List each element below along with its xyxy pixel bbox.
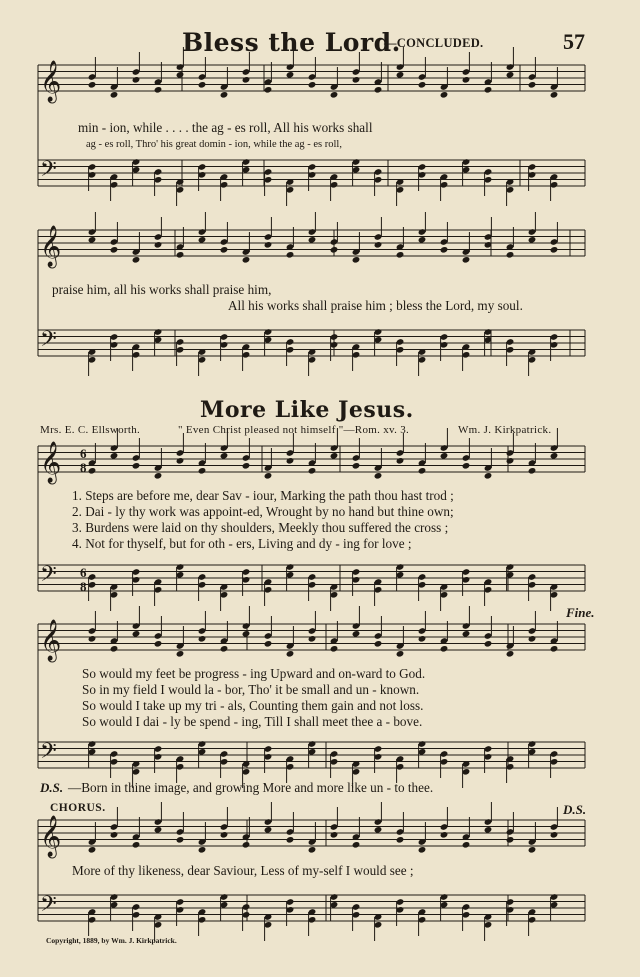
copyright: Copyright, 1889, by Wm. J. Kirkpatrick.	[46, 936, 177, 945]
verse-3a: 3. Burdens were laid on thy shoulders, Meekly thou suffered the cross ;	[72, 520, 449, 535]
ds-lyric-line: —Born in thine image, and growing More and more like un - to thee.	[68, 780, 434, 795]
notehead	[154, 241, 163, 249]
notehead	[528, 846, 537, 854]
notehead	[506, 457, 515, 465]
hymn2-title: More Like Jesus.	[200, 397, 414, 423]
verse-4a: 4. Not for thyself, but for oth - ers, Living and dy - ing for love ;	[72, 536, 412, 551]
notehead	[462, 462, 471, 470]
notehead	[330, 645, 339, 653]
notehead	[176, 457, 185, 465]
bass-clef-icon: 𝄢	[40, 739, 57, 769]
treble-clef-icon: 𝄞	[40, 61, 62, 102]
page-number: 57	[563, 29, 585, 54]
notehead	[330, 452, 339, 460]
notehead	[506, 71, 515, 79]
time-sig-top: 6	[80, 446, 87, 461]
notehead	[528, 81, 537, 89]
hymn1-lyrics-row2-alto: All his works shall praise him ; bless the Lord, my soul.	[228, 298, 523, 313]
notehead	[484, 472, 493, 480]
notehead	[242, 76, 251, 84]
notehead	[198, 467, 207, 475]
notehead	[88, 236, 97, 244]
notehead	[352, 462, 361, 470]
notehead	[154, 640, 163, 648]
notehead	[396, 251, 405, 259]
notehead	[396, 836, 405, 844]
notehead	[528, 467, 537, 475]
hymn1-title: Bless the Lord.	[182, 28, 401, 57]
notehead	[308, 635, 317, 643]
notehead	[286, 251, 295, 259]
notehead	[462, 76, 471, 84]
notehead	[506, 836, 515, 844]
hymn1-lyrics-row2: praise him, all his works shall praise him,	[52, 282, 272, 297]
notehead	[528, 236, 537, 244]
hymn2-author: Mrs. E. C. Ellsworth.	[40, 424, 141, 436]
notehead	[264, 472, 273, 480]
notehead	[330, 91, 339, 99]
notehead	[352, 630, 361, 638]
notehead	[396, 457, 405, 465]
verse-2b: So in my field I would la - bor, Tho' it be small and un - known.	[82, 682, 420, 697]
verse-1a: 1. Steps are before me, dear Sav - iour, Marking the path thou hast trod ;	[72, 488, 454, 503]
notehead	[308, 467, 317, 475]
notehead	[286, 457, 295, 465]
time-sig-bottom-bass: 8	[80, 579, 87, 594]
notehead	[418, 846, 427, 854]
notehead	[484, 640, 493, 648]
notehead	[330, 246, 339, 254]
notehead	[506, 251, 515, 259]
bass-clef-icon: 𝄢	[40, 562, 57, 592]
notehead	[220, 452, 229, 460]
notehead	[264, 86, 273, 94]
notehead	[462, 841, 471, 849]
notehead	[242, 256, 251, 264]
verse-2a: 2. Dai - ly thy work was appoint-ed, Wrought by no hand but thine own;	[72, 504, 454, 519]
notehead	[264, 826, 273, 834]
notehead	[374, 86, 383, 94]
notehead	[110, 645, 119, 653]
notehead	[374, 241, 383, 249]
notehead	[418, 81, 427, 89]
notehead	[308, 846, 317, 854]
notehead	[440, 452, 449, 460]
bass-clef-icon: 𝄢	[40, 892, 57, 922]
notehead	[374, 826, 383, 834]
notehead	[550, 246, 559, 254]
notehead	[484, 826, 493, 834]
notehead	[286, 650, 295, 658]
notehead	[88, 635, 97, 643]
notehead	[132, 256, 141, 264]
chorus-lyrics: More of thy likeness, dear Saviour, Less of my-self I would see ;	[72, 863, 414, 878]
notehead	[528, 635, 537, 643]
chorus-ds: D.S.	[563, 802, 587, 817]
notehead	[154, 472, 163, 480]
notehead	[418, 467, 427, 475]
hymn1-lyrics-row1: min - ion, while . . . . the ag - es roll, All his works shall	[78, 120, 373, 135]
notehead	[220, 91, 229, 99]
notehead	[154, 86, 163, 94]
notehead	[176, 650, 185, 658]
notehead	[132, 630, 141, 638]
notehead	[352, 256, 361, 264]
notehead	[110, 246, 119, 254]
notehead	[550, 452, 559, 460]
notehead	[550, 91, 559, 99]
hymn2-epigraph: " Even Christ pleased not himself "—Rom. xv. 3.	[178, 424, 410, 436]
hymn1-title-suffix: —CONCLUDED.	[384, 36, 484, 50]
notehead	[308, 81, 317, 89]
notehead	[88, 846, 97, 854]
notehead	[220, 645, 229, 653]
notehead	[242, 841, 251, 849]
notehead	[176, 71, 185, 79]
treble-clef-icon: 𝄞	[40, 816, 62, 857]
verse-3b: So would I take up my tri - als, Counting them gain and not loss.	[82, 698, 424, 713]
notehead	[198, 236, 207, 244]
notehead	[132, 462, 141, 470]
notehead	[132, 841, 141, 849]
time-sig-bottom: 8	[80, 460, 87, 475]
hymn2-composer: Wm. J. Kirkpatrick.	[458, 424, 552, 436]
notehead	[550, 831, 559, 839]
notehead	[352, 841, 361, 849]
fine-mark: Fine.	[566, 605, 595, 620]
notehead	[440, 246, 449, 254]
chorus-label: CHORUS.	[50, 802, 106, 814]
notehead	[484, 86, 493, 94]
notehead	[550, 645, 559, 653]
bass-clef-icon: 𝄢	[40, 157, 57, 187]
notehead	[220, 831, 229, 839]
notehead	[440, 831, 449, 839]
ds-label: D.S.	[40, 780, 64, 795]
hymn1-lyrics-row1-alto: ag - es roll, Thro' his great domin - ion, while the ag - es roll,	[86, 139, 342, 150]
notehead	[110, 452, 119, 460]
notehead	[418, 635, 427, 643]
verse-4b: So would I dai - ly be spend - ing, Till I shall meet thee a - bove.	[82, 714, 423, 729]
treble-clef-icon: 𝄞	[40, 620, 62, 661]
notehead	[462, 630, 471, 638]
notehead	[506, 650, 515, 658]
notehead	[242, 630, 251, 638]
bass-clef-icon: 𝄢	[40, 327, 57, 357]
notehead	[396, 71, 405, 79]
notehead	[264, 640, 273, 648]
notehead	[198, 635, 207, 643]
notehead	[198, 81, 207, 89]
notehead	[396, 650, 405, 658]
notehead	[198, 846, 207, 854]
notehead	[286, 836, 295, 844]
notehead	[264, 241, 273, 249]
notehead	[440, 645, 449, 653]
notehead	[308, 236, 317, 244]
notehead	[132, 76, 141, 84]
notehead	[242, 462, 251, 470]
notehead	[110, 91, 119, 99]
notehead	[88, 467, 97, 475]
notehead	[154, 826, 163, 834]
notehead	[418, 236, 427, 244]
notehead	[352, 76, 361, 84]
notehead	[330, 831, 339, 839]
notehead	[176, 251, 185, 259]
notehead	[374, 472, 383, 480]
notehead	[462, 256, 471, 264]
notehead	[440, 91, 449, 99]
notehead	[110, 831, 119, 839]
notehead	[88, 81, 97, 89]
notehead	[286, 71, 295, 79]
verse-1b: So would my feet be progress - ing Upward and on-ward to God.	[82, 666, 426, 681]
notehead	[374, 640, 383, 648]
notehead	[176, 836, 185, 844]
treble-clef-icon: 𝄞	[40, 226, 62, 267]
time-sig-top-bass: 6	[80, 565, 87, 580]
treble-clef-icon: 𝄞	[40, 442, 62, 483]
notehead	[220, 246, 229, 254]
